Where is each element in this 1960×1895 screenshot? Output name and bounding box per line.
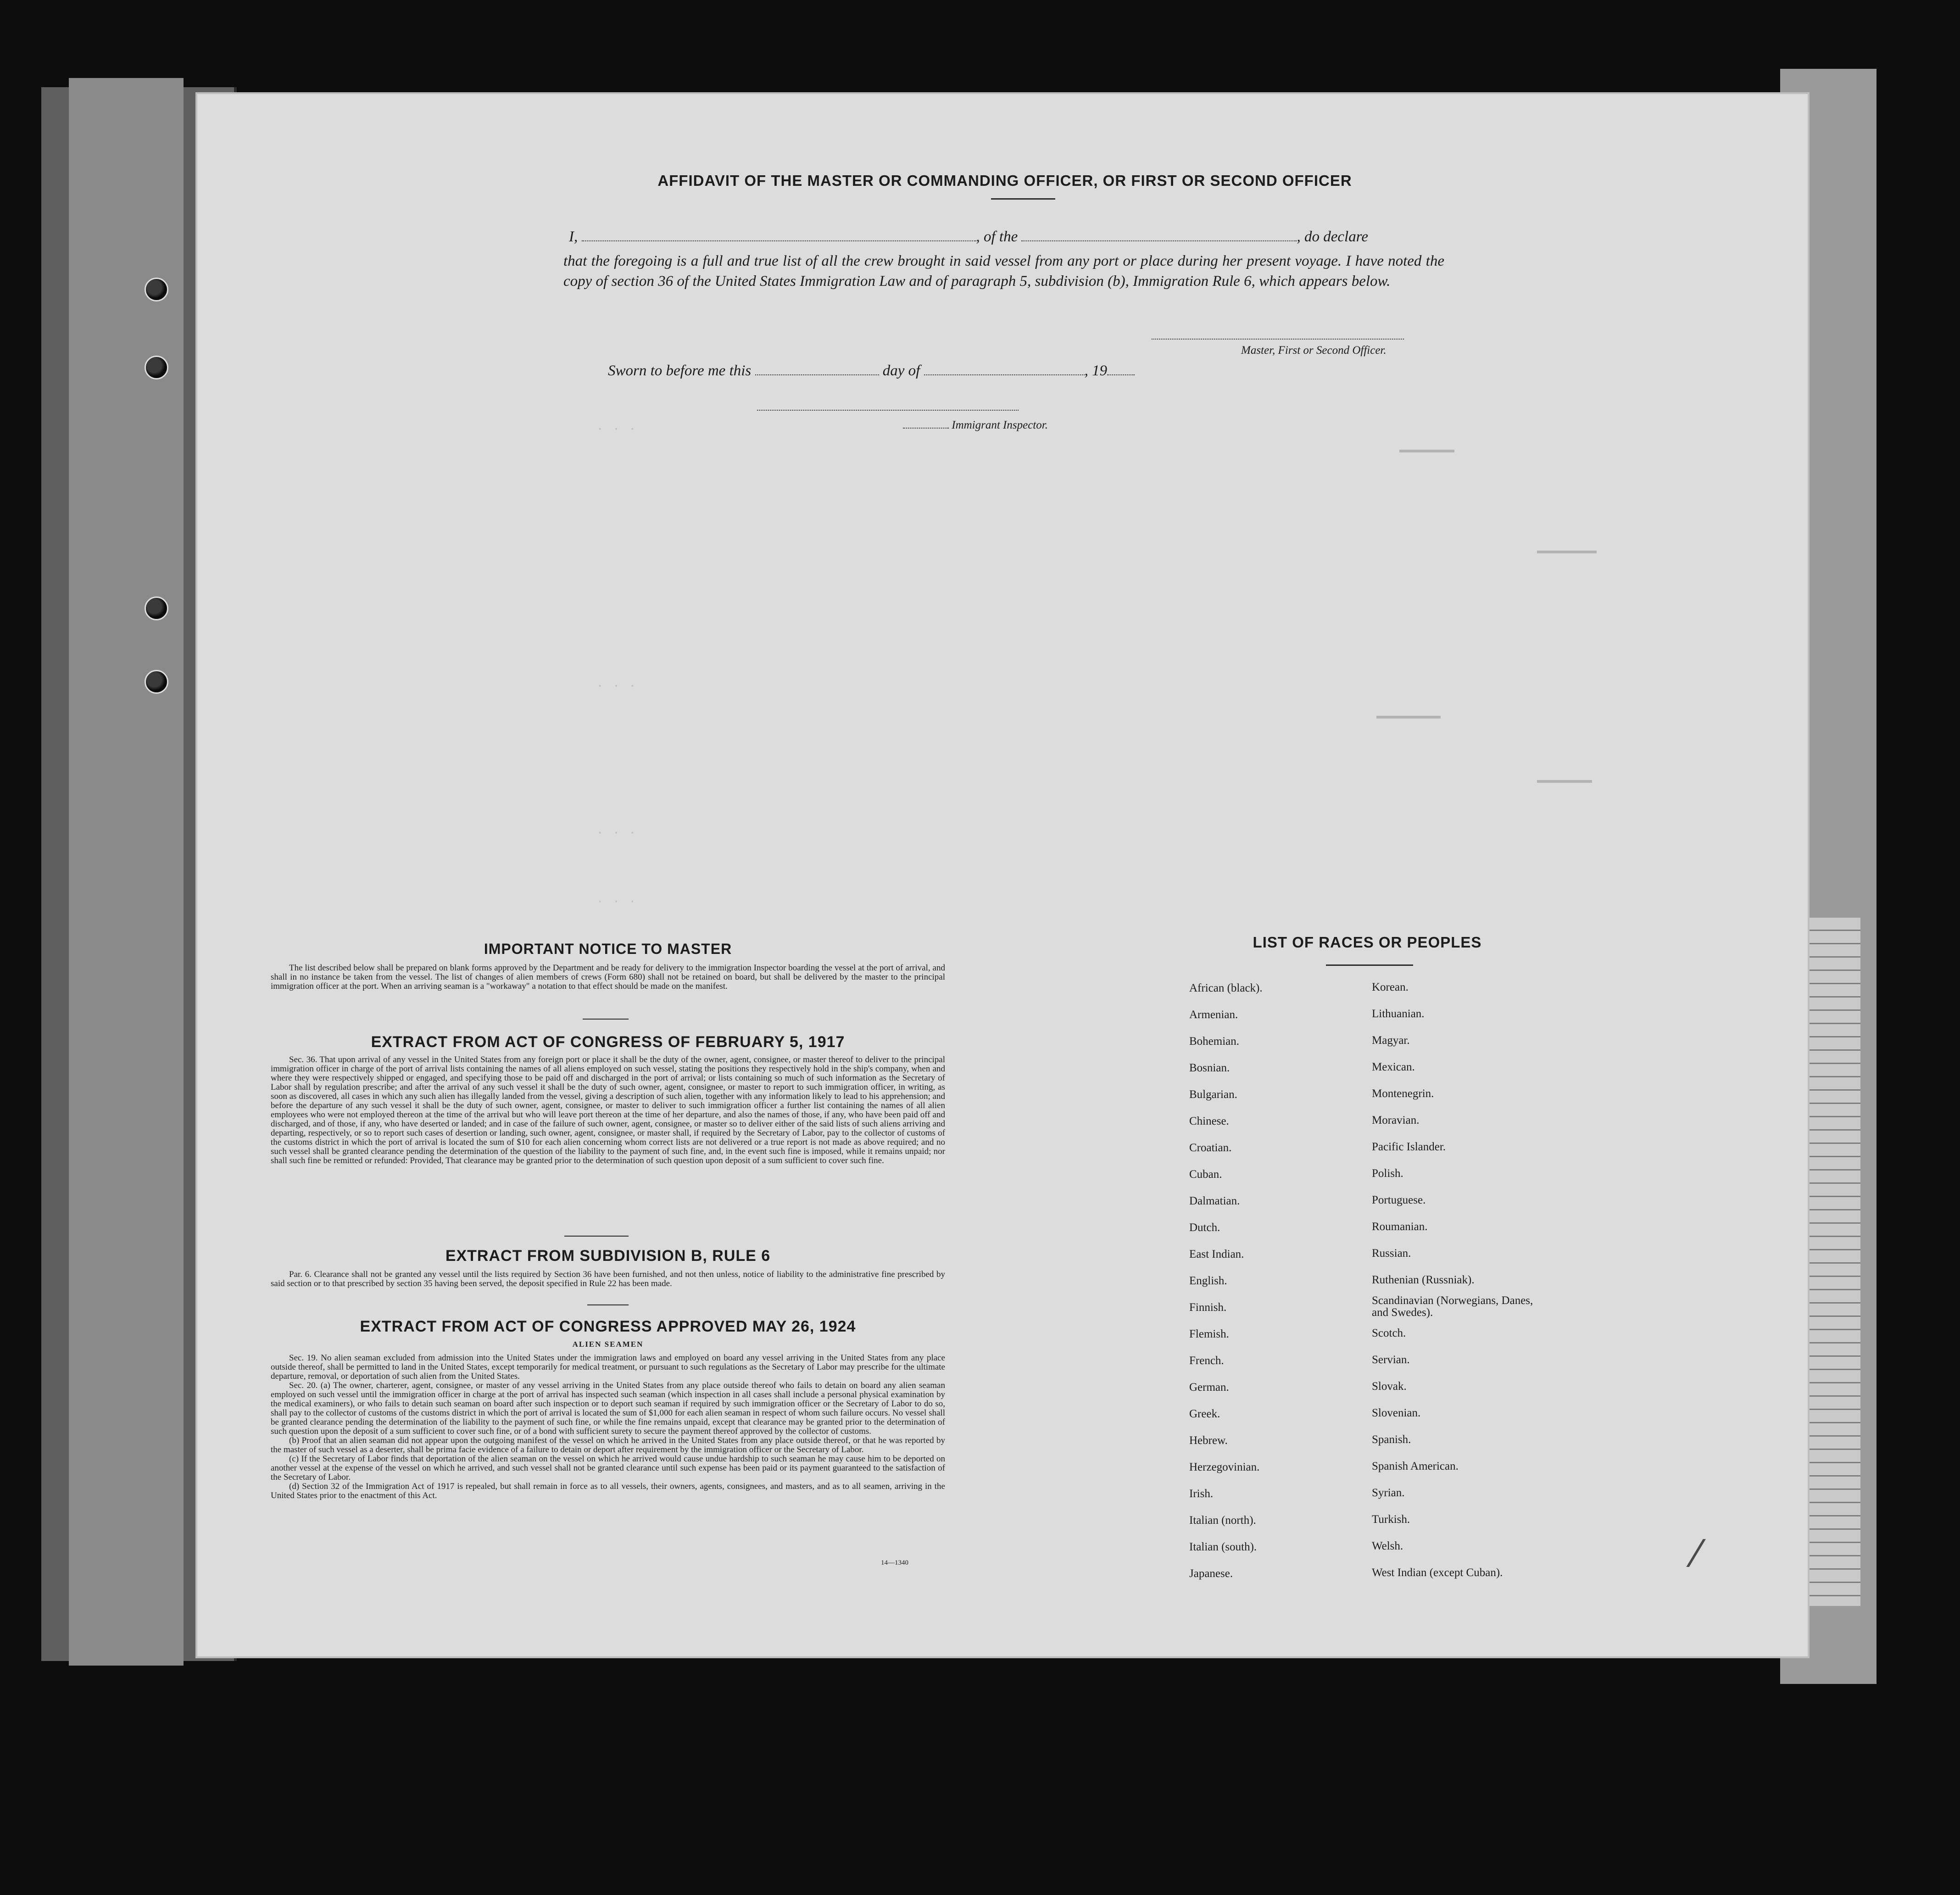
race-right-item: Slovenian. [1372, 1407, 1421, 1419]
race-left-item: Bosnian. [1189, 1062, 1230, 1074]
sworn-day-of: day of [882, 362, 920, 379]
race-left-item: Hebrew. [1189, 1434, 1228, 1447]
race-right-item: Moravian. [1372, 1114, 1420, 1126]
affidavit-declare: , do declare [1297, 229, 1368, 245]
notice-paragraph: The list described below shall be prepared on blank forms approved by the Department and be ready for delivery to the immigration Inspector boarding the vessel at the port of arrival, and shall in no instance be taken from the vessel. The list of changes of alien members of crews (Form 680) shall not be retained on board, but shall be delivered by the master to the principal immigration officer at the port. When an arriving seaman is a "workaway" a notation to that effect should be made on the manifest. [271, 964, 945, 991]
bleed-through-mark [1399, 450, 1454, 452]
extract-1917-text [271, 1055, 945, 1233]
race-left-item: Irish. [1189, 1488, 1214, 1500]
section-divider [583, 1019, 629, 1020]
inspector-signature-label [903, 419, 1048, 432]
race-left-item: Armenian. [1189, 1009, 1238, 1021]
race-right-item: Korean. [1372, 981, 1409, 993]
inspector-label-text: Immigrant Inspector. [952, 419, 1048, 431]
title-underline [991, 198, 1055, 200]
binder-strip [69, 78, 184, 1666]
affidavit-title: AFFIDAVIT OF THE MASTER OR COMMANDING OFFICER, OR FIRST OR SECOND OFFICER [657, 172, 1352, 189]
bleed-through-mark [1537, 780, 1592, 783]
extract-1924-sec20d: (d) Section 32 of the Immigration Act of 1917 is repealed, but shall remain in force as to all vessels, their owners, agents, consignees, and masters, and as to all seamen, arriving in the United States prior to the enactment of this Act. [271, 1482, 945, 1500]
race-right-item: Pacific Islander. [1372, 1141, 1446, 1153]
race-right-item: Servian. [1372, 1354, 1410, 1366]
binder-hole [145, 278, 168, 301]
master-signature-label: Master, First or Second Officer. [1241, 344, 1386, 357]
race-right-item: Scotch. [1372, 1327, 1406, 1339]
race-left-item: Cuban. [1189, 1168, 1222, 1181]
race-left-item: German. [1189, 1381, 1229, 1393]
race-left-item: Italian (north). [1189, 1514, 1256, 1527]
race-right-item: Turkish. [1372, 1513, 1410, 1526]
sworn-month-blank[interactable] [924, 363, 1085, 375]
race-right-item: Ruthenian (Russniak). [1372, 1274, 1475, 1286]
race-left-item: Croatian. [1189, 1142, 1232, 1154]
affidavit-of-the: , of the [976, 229, 1018, 245]
sworn-year: , 19 [1084, 362, 1108, 379]
race-right-item: Mexican. [1372, 1061, 1415, 1073]
extract-1924-title: EXTRACT FROM ACT OF CONGRESS APPROVED MAY 26, 1924 [360, 1318, 856, 1335]
race-right-item: Spanish American. [1372, 1460, 1459, 1472]
races-title: LIST OF RACES OR PEOPLES [1253, 934, 1482, 951]
bleed-through-text: · · · [596, 422, 637, 436]
race-right-item: Montenegrin. [1372, 1087, 1434, 1100]
race-right-item: Portuguese. [1372, 1194, 1426, 1206]
race-left-item: Chinese. [1189, 1115, 1229, 1127]
notice-title: IMPORTANT NOTICE TO MASTER [484, 941, 732, 957]
race-left-item: Flemish. [1189, 1328, 1229, 1340]
race-left-item: Bohemian. [1189, 1035, 1240, 1048]
extract-1924-sec20a: Sec. 20. (a) The owner, charterer, agent, consignee, or master of any vessel arriving in the United States from any place outside thereof who fails to detain on board any alien seaman employed on such vessel until the immigration officer in charge at the port of arrival has inspected such seaman (which inspection in all cases shall include a personal physical examination by the medical examiners), or who fails to detain such seaman on board after such inspection or to deport such seaman if required by such immigration officer or the Secretary of Labor to do so, shall pay to the collector of customs of the customs district in which the port of arrival is located the sum of $1,000 for each alien seaman in respect of whom such failure occurs. No vessel shall be granted clearance pending the determination of the liability to the payment of such fine, or while the fine remains unpaid, except that clearance may be granted prior to the determination of such question upon the deposit of a sum sufficient to cover such fine, or of a bond with sufficient surety to secure the payment thereof approved by the collector of customs. [271, 1381, 945, 1436]
race-left-item: Herzegovinian. [1189, 1461, 1260, 1473]
race-left-item: Bulgarian. [1189, 1088, 1237, 1101]
affidavit-i: I, [569, 229, 578, 245]
race-left-item: Japanese. [1189, 1567, 1233, 1580]
race-right-item: West Indian (except Cuban). [1372, 1566, 1503, 1579]
bleed-through-mark [1376, 716, 1441, 719]
race-left-item: Italian (south). [1189, 1541, 1257, 1553]
race-right-item: Polish. [1372, 1167, 1403, 1180]
extract-1924-sec20c: (c) If the Secretary of Labor finds that deportation of the alien seaman on the vessel on which he arrived would cause undue hardship to such seaman he may cause him to be deported on another vessel at the expense of the vessel on which he arrived, and such vessel shall not be granted clearance until such expense has been paid or its payment guaranteed to the satisfaction of the Secretary of Labor. [271, 1454, 945, 1482]
race-right-item: Syrian. [1372, 1487, 1405, 1499]
race-left-item: Dalmatian. [1189, 1195, 1240, 1207]
race-right-item: Magyar. [1372, 1034, 1410, 1047]
bleed-through-text: · · · [596, 895, 637, 908]
extract-rule6-title: EXTRACT FROM SUBDIVISION B, RULE 6 [445, 1247, 771, 1265]
sworn-day-blank[interactable] [755, 363, 879, 375]
binder-hole [145, 356, 168, 379]
race-right-item: Spanish. [1372, 1433, 1411, 1446]
race-left-item: Dutch. [1189, 1221, 1220, 1234]
extract-rule6-paragraph: Par. 6. Clearance shall not be granted any vessel until the lists required by Section 36 have been furnished, and not then unless, notice of liability to the administrative fine prescribed by said section or to that prescribed by section 35 having been served, the deposit specified in Rule 22 has been made. [271, 1270, 945, 1288]
extract-1917-title: EXTRACT FROM ACT OF CONGRESS OF FEBRUARY 5, 1917 [371, 1033, 845, 1051]
race-right-item: Slovak. [1372, 1380, 1407, 1393]
extract-1924-sec20b: (b) Proof that an alien seaman did not appear upon the outgoing manifest of the vessel on which he arrived in the United States from any place outside thereof, or that he was reported by the master of such vessel as a deserter, shall be prima facie evidence of a failure to detain or deport after requirement by the immigration officer or the Secretary of Labor. [271, 1436, 945, 1455]
form-number: 14—1340 [881, 1559, 908, 1566]
race-right-item: Scandinavian (Norwegians, Danes, and Swedes). [1372, 1294, 1533, 1319]
race-left-item: Finnish. [1189, 1301, 1227, 1314]
sworn-prefix: Sworn to before me this [608, 362, 752, 379]
section-divider [587, 1304, 629, 1305]
binder-hole [145, 670, 168, 694]
affidavit-declaration-line [569, 229, 1368, 245]
extract-1924-sec19: Sec. 19. No alien seaman excluded from admission into the United States under the immigration laws and employed on board any vessel arriving in the United States from any place outside thereof, shall be permitted to land in the United States, except temporarily for medical treatment, or pursuant to such regulations as the Secretary of Labor may prescribe for the ultimate departure, removal, or deportation of such alien from the United States. [271, 1354, 945, 1381]
affidavit-body: that the foregoing is a full and true list of all the crew brought in said vessel from any port or place during her present voyage. I have noted the copy of section 36 of the United States Immigration Law and of paragraph 5, subdivision (b), Immigration Rule 6, which appears below. [563, 253, 1444, 290]
race-left-item: African (black). [1189, 982, 1263, 994]
alien-seamen-subtitle: ALIEN SEAMEN [572, 1340, 644, 1349]
vessel-blank[interactable] [1021, 229, 1297, 241]
races-title-underline [1326, 964, 1413, 966]
race-left-item: Greek. [1189, 1408, 1220, 1420]
extract-1924-text [271, 1354, 945, 1574]
pencil-mark: ⁄ [1693, 1533, 1699, 1575]
section-divider [564, 1236, 629, 1237]
race-right-item: Lithuanian. [1372, 1008, 1425, 1020]
sworn-year-blank[interactable] [1107, 363, 1135, 375]
notice-text [271, 964, 945, 1005]
race-right-item: Roumanian. [1372, 1221, 1428, 1233]
race-left-item: English. [1189, 1275, 1227, 1287]
bleed-through-text: · · · [596, 679, 637, 693]
binder-hole [145, 596, 168, 620]
extract-1917-paragraph: Sec. 36. That upon arrival of any vessel in the United States from any foreign port or place it shall be the duty of the owner, agent, consignee, or master thereof to deliver to the principal immigration officer in charge of the port of arrival lists containing the names of all aliens employed on such vessel, stating the positions they respectively hold in the ship's company, when and where they were respectively shipped or engaged, and specifying those to be paid off and discharged in the port of arrival; or lists containing so much of such information as the Secretary of Labor shall by regulation prescribe; and after the arrival of any such vessel it shall be the duty of such owner, agent, consignee, or master to report to such immigration officer, in writing, as soon as discovered, all cases in which any such alien has illegally landed from the vessel, giving a description of such alien, together with any information likely to lead to his apprehension; and before the departure of any such vessel it shall be the duty of such owner, agent, consignee, or master to deliver to such immigration officer a further list containing the names of all alien employees who were not employed thereon at the time of the arrival but who will leave port thereon at the time of her departure, and also the names of those, if any, who have been paid off and discharged, and of those, if any, who have deserted or landed; and in case of the failure of such owner, agent, consignee, or master so to deliver either of the said lists of such aliens arriving and departing, respectively, or so to report such cases of desertion or landing, such owner, agent, consignee, or master shall, if required by the Secretary of Labor, pay to the collector of customs of the customs district in which the port of arrival is located the sum of $10 for each alien concerning whom correct lists are not delivered or a true report is not made as above required; and no such vessel shall be granted clearance pending the determination of the question of the liability to the payment of such fine, and, in the event such fine is imposed, while it remains unpaid; nor shall such fine be remitted or refunded: Provided, That clearance may be granted prior to the determination of such question upon deposit of a sum sufficient to cover such fine. [271, 1055, 945, 1165]
race-right-item: Welsh. [1372, 1540, 1403, 1552]
sworn-line [608, 362, 1135, 379]
name-blank[interactable] [582, 229, 976, 241]
extract-rule6-text [271, 1270, 945, 1299]
master-signature-line[interactable] [1152, 339, 1404, 340]
race-left-item: East Indian. [1189, 1248, 1244, 1260]
bleed-through-text: · · · [596, 826, 637, 840]
race-left-item: French. [1189, 1354, 1224, 1367]
inspector-signature-line[interactable] [757, 410, 1019, 411]
race-right-item: Russian. [1372, 1247, 1411, 1260]
bleed-through-mark [1537, 551, 1597, 553]
